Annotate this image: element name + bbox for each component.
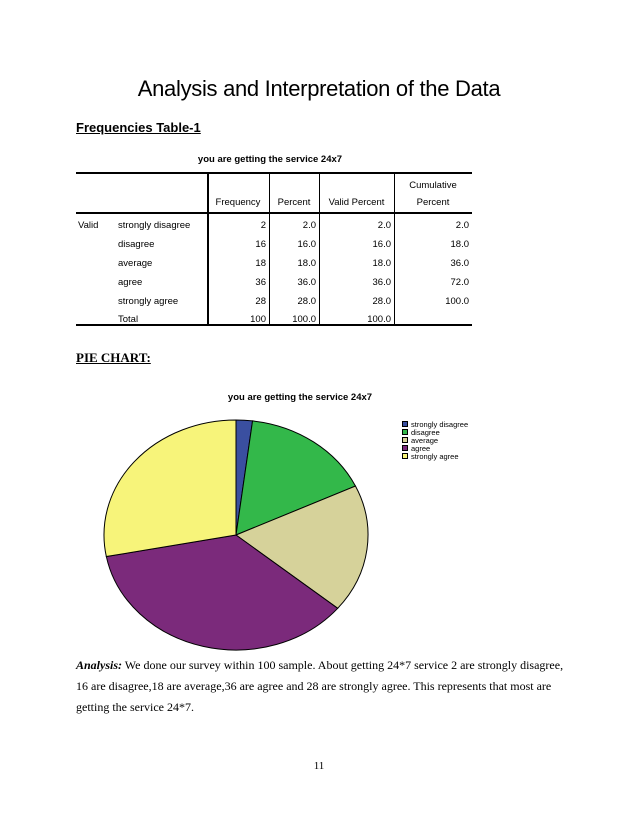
page-title: Analysis and Interpretation of the Data: [137, 76, 501, 101]
cell-valid-percent: 2.0: [377, 220, 391, 231]
legend-label: agree: [411, 443, 431, 453]
cell-frequency: 100: [250, 314, 266, 325]
legend-swatch: [402, 421, 408, 427]
valid-label: Valid: [78, 220, 99, 231]
pie-chart: [0, 380, 638, 660]
row-label: Total: [118, 314, 139, 325]
cell-valid-percent: 16.0: [372, 239, 391, 250]
cell-percent: 16.0: [297, 239, 316, 250]
header-frequency: Frequency: [215, 197, 261, 208]
cell-cumulative: 72.0: [450, 277, 469, 288]
header-valid-percent: Valid Percent: [328, 197, 385, 208]
page-number: 11: [313, 760, 325, 772]
frequency-table: [76, 172, 472, 326]
row-label: average: [118, 258, 153, 269]
cell-percent: 28.0: [297, 296, 316, 307]
cell-cumulative: 36.0: [450, 258, 469, 269]
pie-chart-heading: PIE CHART:: [76, 350, 151, 365]
row-label: strongly disagree: [118, 220, 191, 231]
table-top-rule: [76, 172, 472, 174]
cell-percent: 2.0: [302, 220, 316, 231]
cell-percent: 36.0: [297, 277, 316, 288]
pie-chart-canvas: [0, 380, 638, 660]
legend-swatch: [402, 437, 408, 443]
analysis-text: We done our survey within 100 sample. About getting 24*7 service 2 are strongly disagree, 16 are disagree,18 are average,36 are agree and 28 are strongly agree. This represents that most are getting the service 24*7.: [76, 658, 564, 714]
chart-legend: [402, 420, 468, 460]
legend-swatch: [402, 445, 408, 451]
header-cumulative-percent: Percent: [416, 197, 450, 208]
cell-cumulative: 100.0: [445, 296, 469, 307]
cell-frequency: 36: [255, 277, 266, 288]
cell-frequency: 18: [255, 258, 266, 269]
header-cumulative: Cumulative: [409, 180, 457, 191]
analysis-paragraph: [76, 655, 566, 718]
cell-valid-percent: 100.0: [367, 314, 391, 325]
legend-label: average: [411, 435, 439, 445]
row-label: disagree: [118, 239, 155, 250]
cell-valid-percent: 36.0: [372, 277, 391, 288]
pie-slice-strongly-agree: [104, 420, 236, 557]
analysis-label: Analysis:: [76, 658, 123, 672]
legend-swatch: [402, 429, 408, 435]
cell-frequency: 16: [255, 239, 266, 250]
legend-label: strongly disagree: [411, 419, 469, 429]
section-subheading: Frequencies Table-1: [76, 120, 201, 135]
legend-label: disagree: [411, 427, 440, 437]
header-percent: Percent: [277, 197, 311, 208]
table-header-rule: [76, 212, 472, 214]
cell-percent: 100.0: [292, 314, 316, 325]
cell-cumulative: 2.0: [455, 220, 469, 231]
chart-title: you are getting the service 24x7: [227, 392, 373, 403]
cell-frequency: 2: [260, 220, 266, 231]
cell-frequency: 28: [255, 296, 266, 307]
row-label: strongly agree: [118, 296, 179, 307]
table-title: you are getting the service 24x7: [197, 154, 343, 165]
cell-cumulative: 18.0: [450, 239, 469, 250]
cell-valid-percent: 28.0: [372, 296, 391, 307]
cell-percent: 18.0: [297, 258, 316, 269]
row-label: agree: [118, 277, 143, 288]
cell-valid-percent: 18.0: [372, 258, 391, 269]
legend-label: strongly agree: [411, 451, 459, 461]
legend-swatch: [402, 453, 408, 459]
legend-item: [402, 452, 468, 460]
